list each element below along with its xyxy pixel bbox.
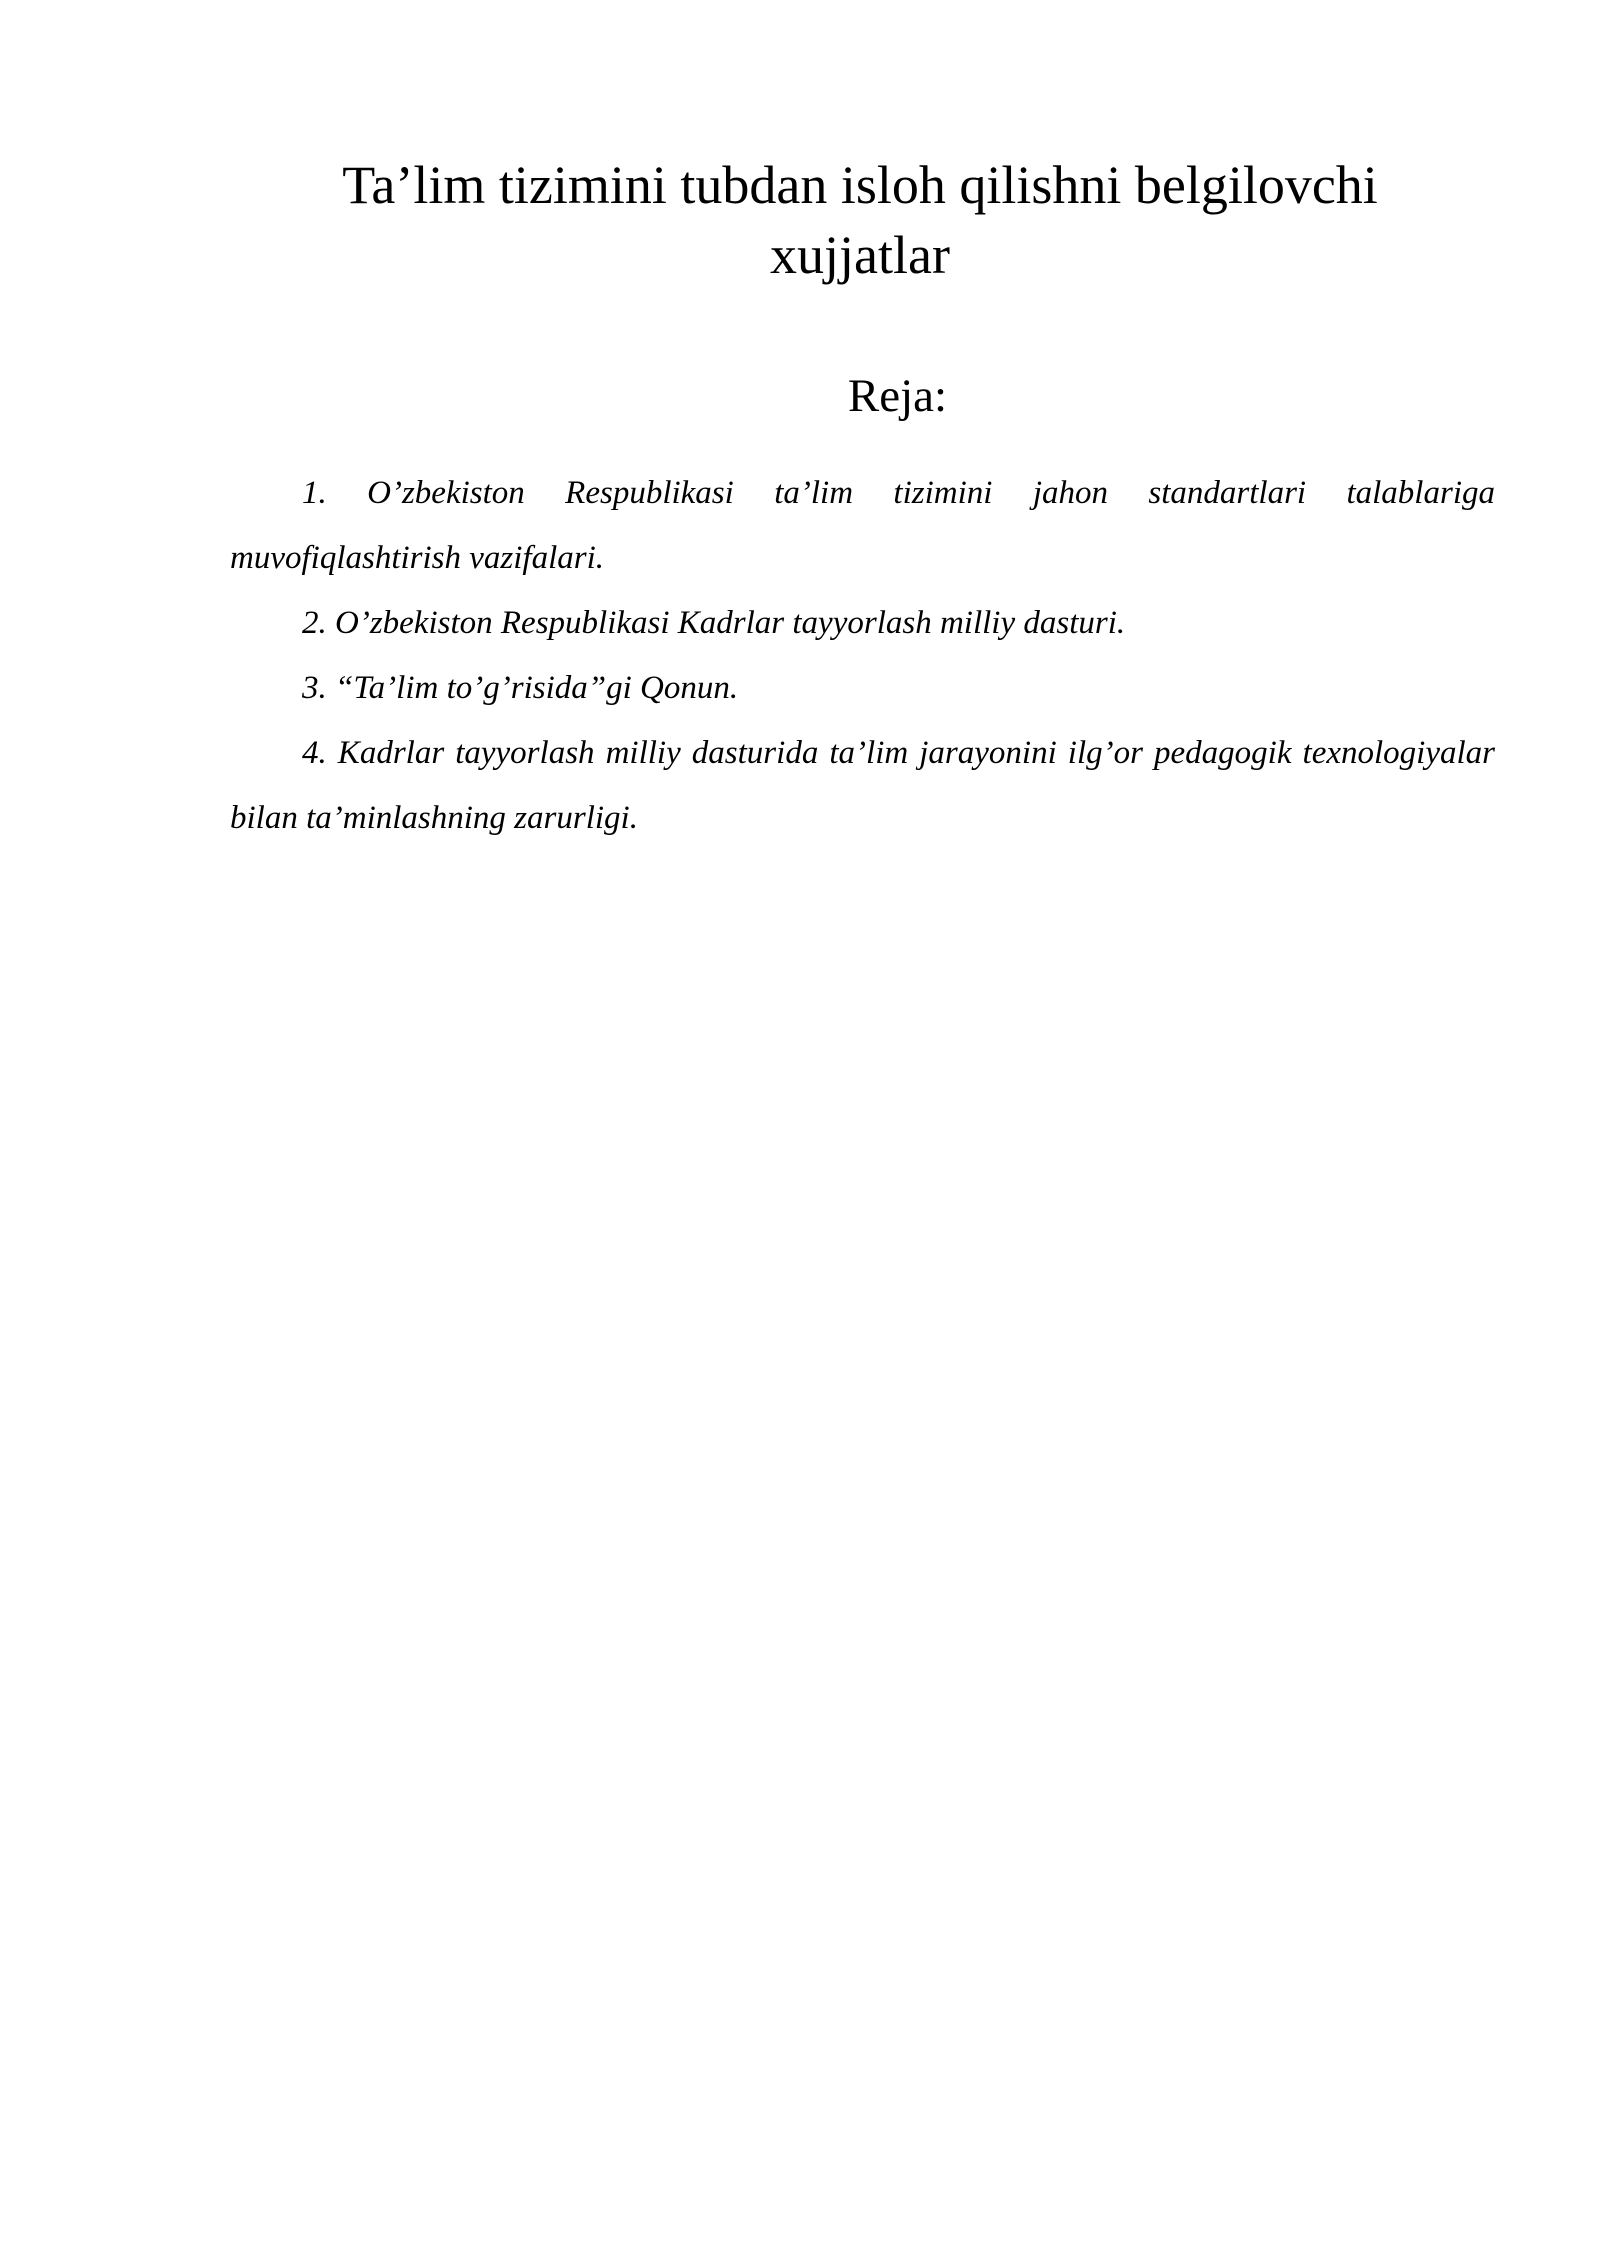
plan-item-4: 4. Kadrlar tayyorlash milliy dasturida ta’lim jarayonini ilg’or pedagogik texnologiyalar bilan ta’minlashning zarurligi. [230,735,1495,836]
plan-list [230,461,1495,851]
plan-item-1: 1. O’zbekiston Respublikasi ta’lim tizimini jahon standartlari talablariga muvofiqlashtirish vazifalari. [230,475,1495,576]
plan-item-3: 3. “Ta’lim to’g’risida”gi Qonun. [302,670,739,706]
document-title [230,150,1490,290]
document-title-line-1: Ta’lim tizimini tubdan isloh qilishni belgilovchi [342,155,1378,215]
plan-heading: Reja: [847,370,948,422]
document-title-line-2: xujjatlar [770,225,950,285]
plan-item-2: 2. O’zbekiston Respublikasi Kadrlar tayyorlash milliy dasturi. [302,605,1126,641]
